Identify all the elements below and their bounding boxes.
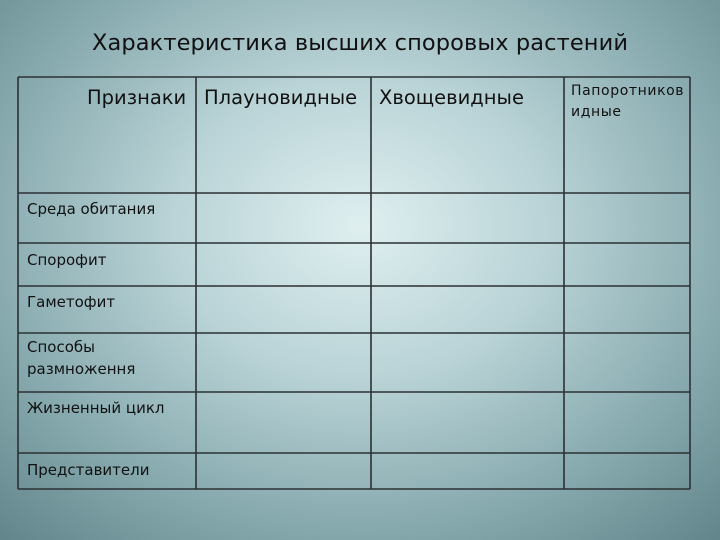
row-label-life-cycle: Жизненный цикл (27, 399, 165, 417)
row-label-gametophyte: Гаметофит (27, 293, 116, 311)
header-lycopods: Плауновидные (204, 86, 358, 109)
row-label-sporophyte: Спорофит (27, 251, 107, 269)
row-label-representatives: Представители (27, 461, 150, 479)
header-ferns (571, 81, 684, 123)
header-features: Признаки (87, 86, 187, 109)
header-ferns-line2: идные (571, 104, 622, 120)
row-label-reproduction (27, 336, 135, 380)
cell-lycopods-habitat (197, 194, 370, 242)
cell-ferns-habitat (565, 194, 689, 242)
cell-horsetails-habitat (372, 194, 563, 242)
header-horsetails: Хвощевидные (379, 86, 524, 109)
row-label-reproduction-line1: Способы (27, 338, 95, 356)
row-label-habitat: Среда обитания (27, 200, 156, 218)
row-label-reproduction-line2: размноження (27, 360, 136, 378)
header-ferns-line1: Папоротников (571, 83, 685, 99)
slide-title: Характеристика высших споровых растений (92, 30, 629, 56)
